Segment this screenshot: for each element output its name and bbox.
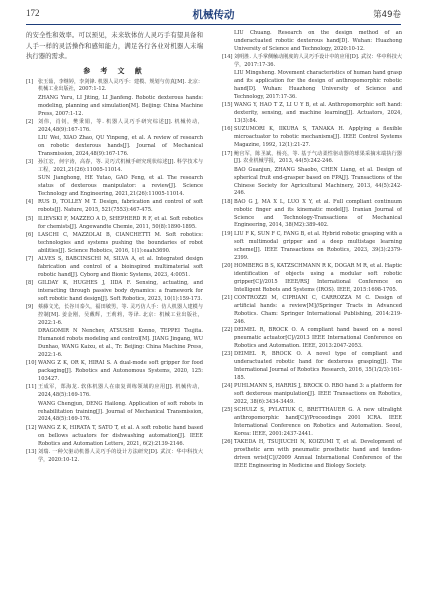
reference-number: [25] [222,407,233,414]
reference-number [26,328,38,360]
reference-entry [26,119,203,135]
reference-number: [17] [222,150,233,157]
reference-number: [18] [222,198,233,205]
reference-number: [23] [222,350,233,357]
reference-number [222,70,234,102]
reference-entry [26,95,203,119]
reference-text: PUHLMANN S, HARRIS J, BROCK O. RBO hand 3: a platform for soft dexterous manipulation[J]. IEEE Transactions on Robotics, 2022, 38(6):3434-3449. [234,382,402,405]
reference-text: LIU Wei, XIAO Zhao, QU Yinpeng, et al. A review of research on robotic dexterous hands[J]. Journal of Mechanical Transmission, 2024,48(9):167-176. [38,135,203,157]
reference-entry [222,263,402,295]
reference-text: DEIMEL R, BROCK O. A compliant hand based on a novel pneumatic actuator[C]//2013 IEEE International Conference on Robotics and Automation. IEEE, 2013:2047-2053. [234,326,402,349]
reference-number: [6] [26,231,34,238]
reference-entry [26,256,203,280]
reference-text: 刘伟，肖钊，樊秉娟，等. 机器人灵巧手研究综述[J]. 机械传动，2024,48(9):167-176. [38,118,203,133]
reference-text: LIU Chuang. Research on the design method of an underactuated robotic dexterous hand[D]. Wuhan: Huazhong University of Science and Technology, 2020:10-12. [234,30,402,52]
reference-entry [222,407,402,439]
reference-entry [222,54,402,70]
volume-label: 第49卷 [373,10,401,20]
reference-number [26,175,38,199]
reference-entry [26,360,203,384]
reference-number: [19] [222,230,233,237]
reference-entry [222,327,402,351]
reference-entry [26,384,203,400]
header-rule [26,24,401,25]
reference-text: SCHULZ S, PYLATIUK C, BRETTHAUER G. A new ultralight anthropomorphic hand[C]//Proceedings 2001 ICRA. IEEE International Conference on Robotics and Automation. Seoul, Korea: IEEE, 2001:2437-2441. [234,407,402,437]
reference-entry [222,351,402,383]
journal-title: 机械传动 [192,9,235,21]
reference-text: 孙江宏，何宇涛，高春，等. 灵巧式机械手研究现状综述[J]. 科学技术与工程，2021,21(26):11005-11014. [38,159,203,174]
reference-number [26,95,38,119]
reference-entry [222,199,402,231]
reference-entry [222,439,402,471]
reference-text: WANG Y, HAO T Z, LI U Y B, et al. Anthropomorphic soft hand: dexterity, sensing, and machine learning[J]. Actuators, 2024, 13(3):84. [234,102,402,125]
reference-text: RUS D, TOLLEY M T. Design, fabrication and control of soft robots[J]. Nature, 2015, 521(7553):467-475. [38,199,203,214]
reference-number: [2] [26,118,34,125]
reference-entry [26,328,203,360]
reference-text: ILIEVSKI F, MAZZEO A D, SHEPHERD R F, et al. Soft robotics for chemists[J]. Angewandte Chemie, 2011, 50(8):1890-1895. [38,215,203,230]
reference-number: [26] [222,439,233,446]
reference-entry [222,295,402,327]
reference-text: HOMBERG B S, KATZSCHMANN R K, DOGAR M R, et al. Haptic identification of objects using a modular soft robotic gripper[C]//2015 IEEE/RSJ International Conference on Intelligent Robots and Systems (IROS). IEEE, 2015:1698-1705. [234,262,402,293]
reference-entry [26,79,203,95]
page-number: 172 [26,8,40,18]
references-heading: 参 考 文 献 [83,66,146,75]
reference-text: BAO G J, MA X L, LUO X Y, et al. Full compliant continuum robotic finger and its kinematic model[J]. Iranian Journal of Science and Technology-Transactions of Mechanical Engineering, 2014, 38(M2):389-402. [234,198,402,229]
reference-text: 刘明胜. 人手掌侧触动刚度的人灵巧手设计中的应用[D]. 武汉：华中科技大学，2017:17-36. [234,54,402,69]
reference-number: [8] [26,280,34,287]
reference-text: ALVES S, BABCINSCHI M, SILVA A, et al. Integrated design fabrication and control of a bioinspired multimaterial soft robotic hand[J]. Cyborg and Bionic Systems, 2023, 4:0051. [38,255,203,278]
reference-entry [222,167,402,199]
reference-text: DEIMEL R, BROCK O. A novel type of compliant and underactuated robotic hand for dexterous grasping[J]. The International Journal of Robotics Research, 2016, 35(1/2/3):161-185. [234,350,402,381]
right-column [222,30,402,598]
page-header [26,6,401,26]
reference-number: [14] [222,54,233,61]
reference-number: [20] [222,262,233,269]
reference-text: DRAGOMIR N Nenchev, ATSUSHI Konno, TEPPEI Tsujita. Humanoid robots modeling and control[M]. JIANG Jingang, WU Dunhao, WANG Kaixu, et al., Tr. Beijing: China Machine Press, 2022:1-6. [38,328,203,358]
reference-number: [10] [26,360,37,367]
reference-text: CONTROZZI M, CIPRIANI C, CARROZZA M C. Design of artificial hands: a review[M]//Springer Tracts in Advanced Robotics. Cham: Springer International Publishing, 2014:219-246. [234,294,402,325]
reference-entry [222,231,402,263]
reference-entry [26,199,203,215]
reference-number: [13] [26,448,37,455]
reference-entry [222,30,402,54]
reference-number: [16] [222,126,233,133]
reference-number: [3] [26,159,34,166]
reference-text: GILDAY K, HUGHES J, IIDA F. Sensing, actuating, and interacting through passive body dynamics: a framework for soft robotic hand design[J]. Soft Robotics, 2023, 10(1):159-173. [38,280,203,302]
reference-number: [4] [26,199,34,206]
reference-entry [26,401,203,425]
reference-number [222,167,234,199]
reference-entry [222,383,402,407]
body-paragraph: 的安全性和效率。可以预见，未来软体仿人灵巧手有望具备和人手一样的灵活操作和感知能力，满足各行各业对机器人末端执行器的需求。 [26,31,203,60]
reference-number [222,30,234,54]
reference-entry [222,70,402,102]
reference-entry [26,216,203,232]
reference-number: [5] [26,215,34,222]
reference-number: [9] [26,304,34,311]
reference-text: TAKEDA H, TSUJIUCHI N, KOIZUMI T, et al. Development of prosthetic arm with pneumatic prosthetic hand and tendon-driven wrist[C]//2009 Annual International Conference of the IEEE Engineering in Medicine and Biology Society. [234,439,402,469]
reference-text: 张玉茹，李继婷，李剑锋. 机器人灵巧手：建模、规划与仿真[M]. 北京：机械工业出版社，2007:1-12. [38,78,203,93]
reference-text: WANG Z K, HIRATA T, SATO T, et al. A soft robotic hand based on bellows actuators for dishwashing automation[J]. IEEE Robotics and Automation Letters, 2021, 6(2):2139-2146. [38,424,203,447]
reference-number [26,401,38,425]
reference-entry [222,151,402,167]
reference-text: WANG Chengjun, DENG Hailong. Application of soft robots in rehabilitation training[J]. Journal of Mechanical Transmission, 2024,48(5):169-176. [38,400,203,423]
reference-entry [222,102,402,126]
reference-number: [1] [26,78,34,85]
reference-text: SUZUMORI K, IIKURA S, TANAKA H. Applying a flexible microactuator to robotic mechanisms[J]. IEEE Control Systems Magazine, 1992, 12(1):21-27. [234,126,402,149]
reference-number [26,135,38,159]
reference-list-left [26,79,203,465]
reference-number: [15] [222,102,233,109]
reference-number: [12] [26,424,37,431]
reference-number: [22] [222,326,233,333]
reference-list-right [222,30,402,471]
reference-entry [26,304,203,328]
reference-text: WANG Z K, OR K, HIRAI S. A dual-mode soft gripper for food packaging[J]. Robotics and Autonomous Systems, 2020, 125: 103427. [38,360,203,383]
reference-number: [21] [222,294,233,301]
reference-text: ZHANG Yuru, LI Jiting, LI Jianfeng. Robotic dexterous hands: modeling, planning and simulation[M]. Beijing: China Machine Press, 2007:1-12. [38,94,203,117]
reference-text: LASCHI C, MAZZOLAI B, CIANCHETTI M. Soft robotics: technologies and systems pushing the boundaries of robot abilities[J]. Science Robotics, 2016, 1(1):eaah3690. [38,231,203,254]
reference-entry [26,425,203,449]
reference-entry [26,232,203,256]
reference-entry [26,175,203,199]
reference-entry [26,280,203,304]
reference-number: [11] [26,384,37,391]
reference-number: [7] [26,255,34,262]
reference-text: 王成军，郑海龙. 软体机器人在康复训练领域的应用[J]. 机械传动，2024,48(5):169-176. [38,384,203,399]
reference-text: 刘瑞. 一种欠驱动机器人灵巧手的设计方法研究[D]. 武汉：华中科技大学，2020:10-12. [38,448,203,463]
reference-entry [26,449,203,465]
left-column [26,30,203,598]
reference-text: BAO Guanjun, ZHANG Shaobo, CHEN Liang, et al. Design of spherical fruit end-grasper based on FPA[J]. Transactions of the Chinese Society for Agricultural Machinery, 2013, 44(5):242-246. [234,166,402,197]
reference-number: [24] [222,382,233,389]
reference-text: LIU F K, SUN F C, FANG B, et al. Hybrid robotic grasping with a soft multimodal gripper and a deep multistage learning scheme[J]. IEEE Transactions on Robotics, 2023, 39(3):2379-2399. [234,230,402,261]
reference-text: LIU Mingsheng. Movement characteristics of human hand grasp and its application for the design of anthropomorphic robotic hand[D]. Wuhan: Huazhong University of Science and Technology, 2017:17-36. [234,70,402,101]
reference-entry [26,159,203,175]
reference-text: 蔡藤文光，长谷川泰久，福田敏男，等. 灵巧仿人手：仿人机器人建模与控制[M]. 姜金刚，吴戴辉，王莉莉，等译. 北京：机械工业出版社，2022:1-6. [38,304,203,326]
reference-entry [222,126,402,150]
reference-text: 鲍官军，陈圣斌，杨亮，等. 基于气动柔性驱动器的球果采摘末端执行器[J]. 农业机械学报，2013, 44(5):242-246. [234,150,402,165]
reference-text: SUN Jianghong, HE Yutao, GAO Feng, et al. The research status of dexterous manipulator: a review[J]. Science Technology and Engineering, 2021,21(26):11005-11014. [38,175,203,198]
reference-entry [26,135,203,159]
